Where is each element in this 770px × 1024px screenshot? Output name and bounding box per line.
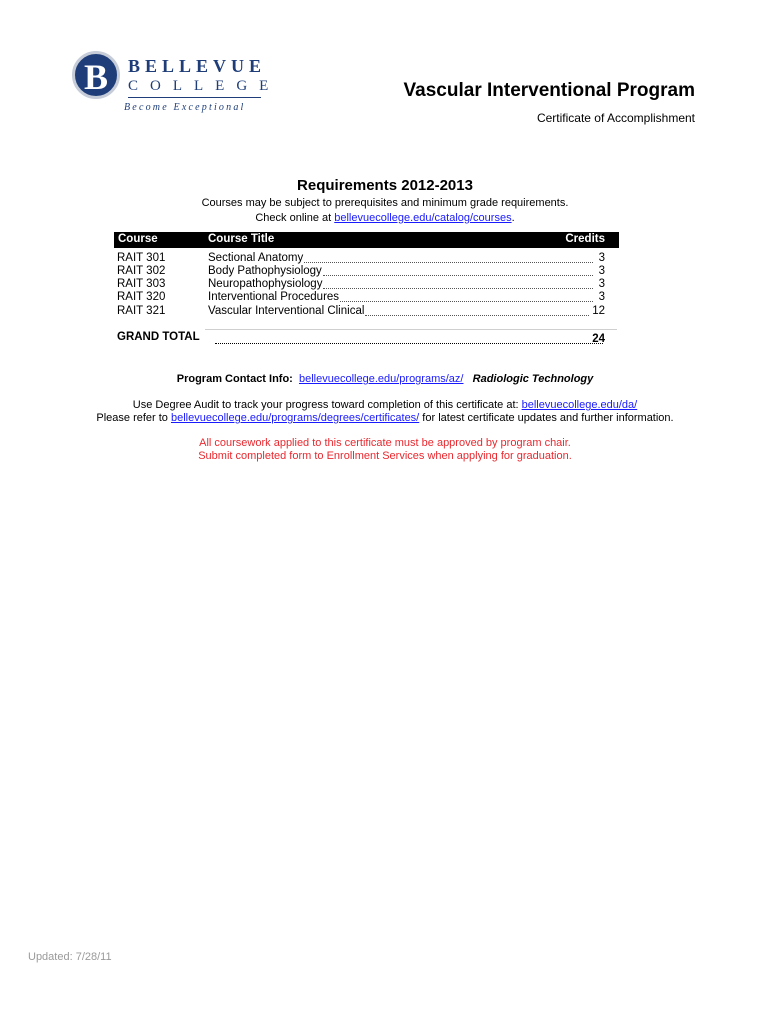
course-title: Body Pathophysiology xyxy=(208,265,322,277)
contact-label: Program Contact Info: xyxy=(176,373,293,385)
degree-audit-line xyxy=(0,399,770,411)
logo-tagline: Become Exceptional xyxy=(124,102,246,113)
updated-date: Updated: 7/28/11 xyxy=(28,951,112,963)
logo-letter: B xyxy=(83,57,108,97)
course-title: Vascular Interventional Clinical xyxy=(208,305,365,317)
audit-text: Use Degree Audit to track your progress toward completion of this certificate at: xyxy=(132,399,522,411)
course-code: RAIT 302 xyxy=(117,265,166,277)
requirements-title: Requirements 2012-2013 xyxy=(297,177,473,194)
dot-leader xyxy=(323,274,593,276)
catalog-suffix: . xyxy=(511,212,515,224)
course-code: RAIT 321 xyxy=(117,305,166,317)
certificates-link[interactable]: bellevuecollege.edu/programs/degrees/certificates/ xyxy=(170,412,420,424)
approval-notice: All coursework applied to this certificate must be approved by program chair. xyxy=(199,437,571,449)
course-code: RAIT 301 xyxy=(117,252,166,264)
refer-prefix: Please refer to xyxy=(96,412,171,424)
table-divider xyxy=(205,329,617,330)
table-row xyxy=(114,305,619,318)
requirements-note: Courses may be subject to prerequisites and minimum grade requirements. xyxy=(201,197,569,209)
header-course-title: Course Title xyxy=(208,233,275,245)
grand-total-label: GRAND TOTAL xyxy=(117,331,200,343)
course-credits: 3 xyxy=(598,265,605,277)
grand-total-row xyxy=(114,331,619,347)
graduation-notice: Submit completed form to Enrollment Services when applying for graduation. xyxy=(198,450,572,462)
course-table-header xyxy=(114,232,619,248)
program-contact xyxy=(0,373,770,385)
program-name: Radiologic Technology xyxy=(472,373,594,385)
dot-leader xyxy=(340,300,593,302)
course-title: Neuropathophysiology xyxy=(208,278,323,290)
refer-suffix: for latest certificate updates and further information. xyxy=(419,412,674,424)
catalog-prefix: Check online at xyxy=(255,212,335,224)
catalog-line xyxy=(0,212,770,224)
course-code: RAIT 303 xyxy=(117,278,166,290)
course-title: Sectional Anatomy xyxy=(208,252,304,264)
table-row xyxy=(114,252,619,265)
dot-leader xyxy=(304,261,593,263)
header-credits: Credits xyxy=(565,233,605,245)
table-row xyxy=(114,278,619,291)
course-credits: 12 xyxy=(592,305,605,317)
logo-name-line2: COLLEGE xyxy=(128,78,281,94)
dot-leader xyxy=(365,314,589,316)
refer-line xyxy=(0,412,770,424)
audit-link[interactable]: bellevuecollege.edu/da/ xyxy=(521,399,638,411)
catalog-link[interactable]: bellevuecollege.edu/catalog/courses xyxy=(334,212,512,224)
logo-name-line1: BELLEVUE xyxy=(128,56,267,76)
course-credits: 3 xyxy=(598,278,605,290)
course-code: RAIT 320 xyxy=(117,291,166,303)
logo-emblem xyxy=(72,51,120,99)
contact-link[interactable]: bellevuecollege.edu/programs/az/ xyxy=(298,373,464,385)
page-subtitle: Certificate of Accomplishment xyxy=(536,111,695,125)
table-row xyxy=(114,291,619,304)
table-row xyxy=(114,265,619,278)
header-course: Course xyxy=(118,233,158,245)
dot-leader xyxy=(215,343,603,344)
grand-total-value: 24 xyxy=(592,333,605,345)
college-logo xyxy=(72,51,281,117)
course-credits: 3 xyxy=(598,291,605,303)
course-credits: 3 xyxy=(598,252,605,264)
dot-leader xyxy=(323,287,593,289)
course-title: Interventional Procedures xyxy=(208,291,340,303)
logo-divider xyxy=(128,97,261,98)
page-title: Vascular Interventional Program xyxy=(403,80,695,101)
